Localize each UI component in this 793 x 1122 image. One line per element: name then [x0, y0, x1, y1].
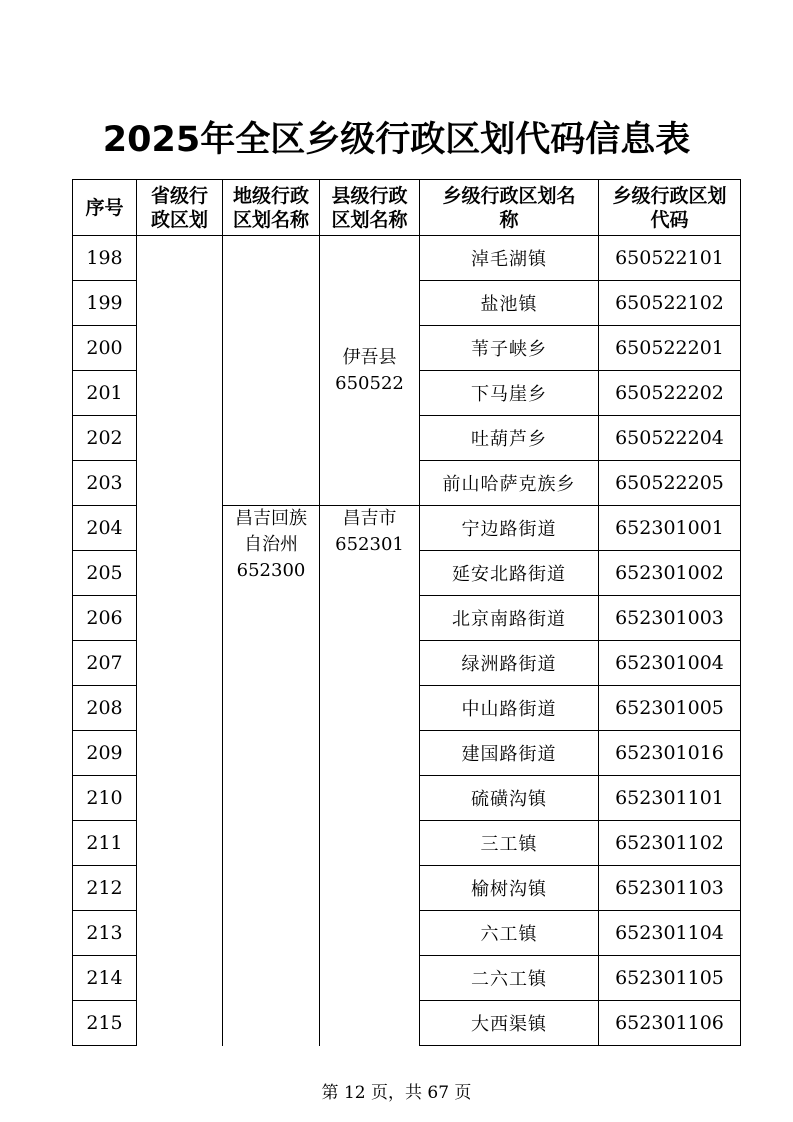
header-town — [420, 180, 599, 236]
province-cell — [137, 236, 223, 1046]
row-seq: 200 — [73, 326, 137, 371]
header-code-line2: 代码 — [650, 208, 689, 231]
row-code: 652301104 — [599, 911, 741, 956]
row-town: 盐池镇 — [420, 281, 599, 326]
row-code: 652301105 — [599, 956, 741, 1001]
row-seq: 201 — [73, 371, 137, 416]
header-seq: 序号 — [73, 180, 137, 236]
header-prefecture — [223, 180, 320, 236]
row-town: 苇子峡乡 — [420, 326, 599, 371]
county-code-changji-city: 652301 — [335, 534, 404, 555]
header-town-line2: 称 — [499, 208, 519, 231]
row-town: 大西渠镇 — [420, 1001, 599, 1046]
row-seq: 210 — [73, 776, 137, 821]
row-town: 建国路街道 — [420, 731, 599, 776]
row-seq: 215 — [73, 1001, 137, 1046]
page-footer: 第 12 页，共 67 页 — [321, 1083, 472, 1103]
row-seq: 208 — [73, 686, 137, 731]
page-title: 2025年全区乡级行政区划代码信息表 — [102, 120, 691, 160]
county-code-yiwu: 650522 — [335, 372, 404, 394]
row-code: 652301002 — [599, 551, 741, 596]
header-town-line1: 乡级行政区划名 — [442, 184, 576, 207]
row-town: 绿洲路街道 — [420, 641, 599, 686]
row-seq: 214 — [73, 956, 137, 1001]
row-seq: 205 — [73, 551, 137, 596]
row-town: 中山路街道 — [420, 686, 599, 731]
header-code-line1: 乡级行政区划 — [612, 184, 727, 207]
prefecture-cell-changji — [223, 506, 320, 1046]
header-county-line1: 县级行政 — [331, 184, 408, 207]
row-code: 650522201 — [599, 326, 741, 371]
header-prefecture-line2: 区划名称 — [232, 208, 309, 231]
row-seq: 206 — [73, 596, 137, 641]
row-seq: 212 — [73, 866, 137, 911]
row-seq: 198 — [73, 236, 137, 281]
row-town: 宁边路街道 — [420, 506, 599, 551]
row-code: 652301004 — [599, 641, 741, 686]
row-seq: 213 — [73, 911, 137, 956]
row-code: 652301103 — [599, 866, 741, 911]
county-name-changji-city: 昌吉市 — [342, 508, 397, 529]
county-name-yiwu: 伊吾县 — [342, 346, 397, 368]
row-town: 前山哈萨克族乡 — [420, 461, 599, 506]
row-code: 650522101 — [599, 236, 741, 281]
prefecture-name-line1: 昌吉回族 — [235, 508, 307, 529]
county-cell-changji-city — [320, 506, 420, 1046]
header-prefecture-line1: 地级行政 — [232, 184, 309, 207]
row-code: 652301001 — [599, 506, 741, 551]
prefecture-cell-continued — [223, 236, 320, 506]
row-town: 淖毛湖镇 — [420, 236, 599, 281]
row-town: 六工镇 — [420, 911, 599, 956]
row-town: 延安北路街道 — [420, 551, 599, 596]
row-seq: 211 — [73, 821, 137, 866]
row-code: 652301003 — [599, 596, 741, 641]
row-town: 下马崖乡 — [420, 371, 599, 416]
prefecture-code: 652300 — [236, 560, 306, 581]
row-code: 652301106 — [599, 1001, 741, 1046]
table-row — [73, 236, 741, 281]
row-code: 650522204 — [599, 416, 741, 461]
row-town: 榆树沟镇 — [420, 866, 599, 911]
row-town: 三工镇 — [420, 821, 599, 866]
row-code: 652301101 — [599, 776, 741, 821]
row-town: 北京南路街道 — [420, 596, 599, 641]
header-province-line1: 省级行 — [150, 184, 208, 207]
header-county — [320, 180, 420, 236]
county-cell-yiwu — [320, 236, 420, 506]
row-code: 650522205 — [599, 461, 741, 506]
header-code — [599, 180, 741, 236]
row-code: 650522102 — [599, 281, 741, 326]
prefecture-name-line2: 自治州 — [244, 534, 298, 555]
row-town: 硫磺沟镇 — [420, 776, 599, 821]
row-seq: 207 — [73, 641, 137, 686]
row-code: 652301102 — [599, 821, 741, 866]
row-seq: 203 — [73, 461, 137, 506]
row-code: 652301005 — [599, 686, 741, 731]
row-town: 吐葫芦乡 — [420, 416, 599, 461]
header-county-line2: 区划名称 — [331, 208, 408, 231]
header-province — [137, 180, 223, 236]
row-seq: 199 — [73, 281, 137, 326]
division-code-table — [72, 179, 741, 1046]
row-code: 652301016 — [599, 731, 741, 776]
table-header-row — [73, 180, 741, 236]
row-seq: 209 — [73, 731, 137, 776]
row-code: 650522202 — [599, 371, 741, 416]
header-province-line2: 政区划 — [150, 208, 208, 231]
row-seq: 204 — [73, 506, 137, 551]
row-town: 二六工镇 — [420, 956, 599, 1001]
row-seq: 202 — [73, 416, 137, 461]
